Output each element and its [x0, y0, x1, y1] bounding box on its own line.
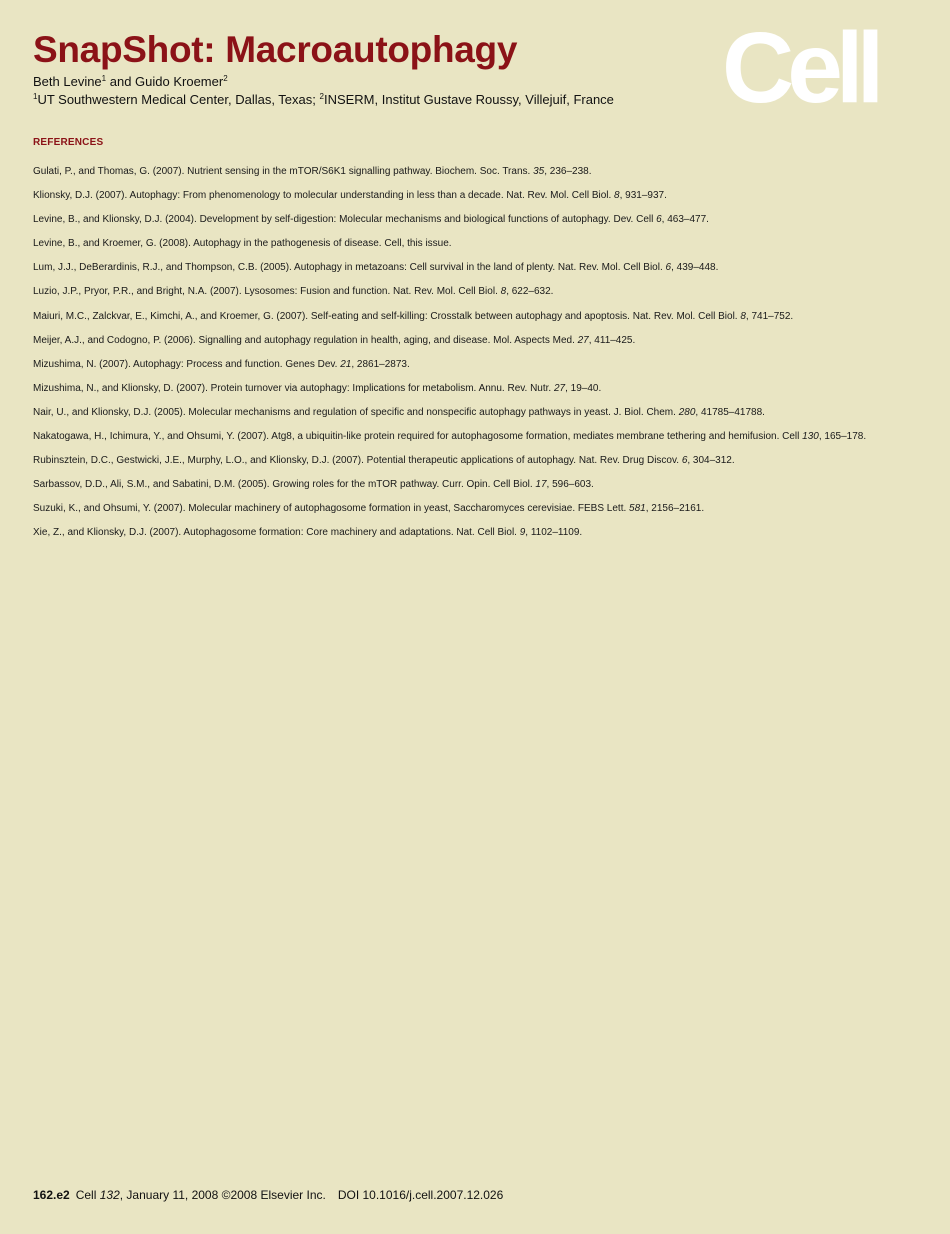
reference-text: Levine, B., and Kroemer, G. (2008). Autophagy in the pathogenesis of disease. Cell, this issue. [33, 238, 452, 250]
reference-pages: , 741–752. [745, 310, 794, 322]
reference-volume: 27 [553, 382, 566, 394]
reference-volume: 17 [535, 479, 547, 491]
reference-pages: , 41785–41788. [695, 406, 765, 418]
reference-text: Mizushima, N., and Klionsky, D. (2007). Protein turnover via autophagy: Implications for metabolism. Annu. Rev. Nutr. [33, 382, 554, 394]
reference-item [33, 527, 883, 540]
reference-pages: , 931–937. [619, 190, 667, 202]
reference-pages: , 236–238. [544, 166, 592, 177]
reference-item [33, 479, 883, 492]
reference-item [33, 238, 883, 251]
reference-text: Klionsky, D.J. (2007). Autophagy: From phenomenology to molecular understanding in less than a decade. Nat. Rev. Mol. Cell Biol. [33, 190, 615, 202]
reference-item [33, 166, 883, 179]
reference-item [33, 503, 883, 516]
reference-text: Rubinsztein, D.C., Gestwicki, J.E., Murphy, L.O., and Klionsky, D.J. (2007). Potential therapeutic applications of autophagy. Nat. Rev. Drug Discov. [33, 455, 682, 467]
references-heading: REFERENCES [33, 137, 104, 148]
publication-date: , January 11, 2008 ©2008 Elsevier Inc. [119, 1188, 326, 1202]
reference-volume: 280 [678, 406, 696, 418]
reference-text: Suzuki, K., and Ohsumi, Y. (2007). Molecular machinery of autophagosome formation in yeast, Saccharomyces cerevisiae. FEBS Lett. [33, 503, 630, 515]
reference-volume: 6 [656, 214, 662, 226]
reference-pages: , 2861–2873. [351, 358, 410, 370]
reference-volume: 6 [681, 455, 688, 467]
reference-pages: , 1102–1109. [525, 527, 583, 539]
reference-text: Nair, U., and Klionsky, D.J. (2005). Molecular mechanisms and regulation of specific and nonspecific autophagy pathways in yeast. J. Biol. Chem. [33, 406, 679, 418]
reference-text: Mizushima, N. (2007). Autophagy: Process and function. Genes Dev. [33, 358, 341, 370]
reference-pages: , 19–40. [565, 382, 602, 394]
reference-item [33, 431, 883, 444]
reference-text: Lum, J.J., DeBerardinis, R.J., and Thompson, C.B. (2005). Autophagy in metazoans: Cell survival in the land of plenty. Nat. Rev. Mol. Cell Biol. [33, 262, 666, 274]
reference-text: Xie, Z., and Klionsky, D.J. (2007). Autophagosome formation: Core machinery and adaptations. Nat. Cell Biol. [33, 527, 520, 539]
page-title: SnapShot: Macroautophagy [33, 29, 518, 70]
affiliation-marker: 1 [33, 92, 38, 101]
reference-item [33, 359, 883, 372]
reference-text: Levine, B., and Klionsky, D.J. (2004). Development by self-digestion: Molecular mechanisms and biological functions of autophagy. Dev. Cell [33, 214, 657, 226]
reference-volume: 21 [340, 358, 352, 370]
reference-volume: 581 [629, 503, 646, 515]
author-line [33, 74, 228, 90]
reference-text: Sarbassov, D.D., Ali, S.M., and Sabatini, D.M. (2005). Growing roles for the mTOR pathway. Curr. Opin. Cell Biol. [33, 479, 536, 491]
affiliation-marker: 2 [223, 74, 228, 83]
reference-item [33, 455, 883, 468]
author-name: Guido Kroemer [135, 74, 224, 89]
reference-volume: 35 [533, 166, 545, 177]
reference-pages: , 165–178. [818, 431, 867, 443]
reference-item [33, 214, 883, 227]
reference-item [33, 383, 883, 396]
reference-item [33, 190, 883, 203]
affiliation-marker: 1 [101, 74, 107, 83]
reference-pages: , 2156–2161. [645, 503, 705, 515]
affiliation-marker: 2 [319, 92, 324, 101]
journal-volume: 132 [99, 1188, 120, 1202]
reference-item [33, 286, 883, 299]
reference-text: Gulati, P., and Thomas, G. (2007). Nutrient sensing in the mTOR/S6K1 signalling pathway. Biochem. Soc. Trans. [33, 166, 534, 177]
reference-text: Maiuri, M.C., Zalckvar, E., Kimchi, A., and Kroemer, G. (2007). Self-eating and self-killing: Crosstalk between autophagy and apoptosis. Nat. Rev. Mol. Cell Biol. [33, 310, 741, 322]
reference-item [33, 311, 883, 324]
author-join: and [106, 74, 136, 89]
reference-pages: , 463–477. [661, 214, 709, 226]
affiliation-line [33, 92, 614, 108]
affiliation-text: INSERM, Institut Gustave Roussy, Villejuif, France [323, 92, 614, 107]
reference-text: Meijer, A.J., and Codogno, P. (2006). Signalling and autophagy regulation in health, aging, and disease. Mol. Aspects Med. [33, 334, 578, 346]
reference-volume: 9 [519, 527, 526, 539]
reference-list [33, 166, 883, 552]
cell-logo: Cell [722, 12, 878, 124]
journal-name: Cell [75, 1188, 100, 1202]
reference-volume: 8 [500, 286, 507, 298]
reference-volume: 8 [614, 190, 620, 202]
reference-pages: , 304–312. [687, 455, 735, 467]
reference-pages: , 411–425. [588, 334, 636, 346]
reference-text: Luzio, J.P., Pryor, P.R., and Bright, N.A. (2007). Lysosomes: Fusion and function. Nat. Rev. Mol. Cell Biol. [33, 286, 501, 298]
reference-volume: 6 [665, 262, 672, 274]
reference-text: Nakatogawa, H., Ichimura, Y., and Ohsumi, Y. (2007). Atg8, a ubiquitin-like protein required for autophagosome formation, mediates membrane tethering and hemifusion. Cell [33, 431, 803, 443]
reference-volume: 130 [802, 431, 819, 443]
reference-volume: 8 [740, 310, 746, 322]
affiliation-text: UT Southwestern Medical Center, Dallas, Texas; [37, 92, 320, 107]
reference-pages: , 596–603. [546, 479, 594, 491]
reference-item [33, 335, 883, 348]
reference-volume: 27 [577, 334, 589, 346]
page-footer [33, 1188, 503, 1202]
reference-pages: , 622–632. [506, 286, 554, 298]
reference-item [33, 262, 883, 275]
doi: DOI 10.1016/j.cell.2007.12.026 [337, 1188, 504, 1202]
page-number: 162.e2 [33, 1188, 70, 1202]
reference-item [33, 407, 883, 420]
reference-pages: , 439–448. [671, 262, 719, 274]
author-name: Beth Levine [33, 74, 102, 89]
